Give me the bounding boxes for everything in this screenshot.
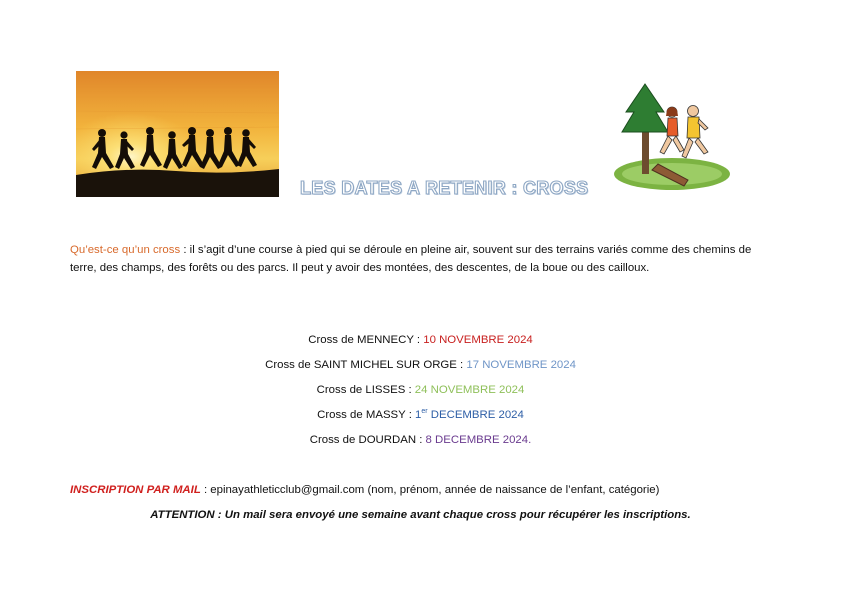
attention-note: ATTENTION : Un mail sera envoyé une semaine avant chaque cross pour récupérer les inscriptions.: [150, 509, 691, 521]
inscription-text: : epinayathleticclub@gmail.com (nom, prénom, année de naissance de l’enfant, catégorie): [200, 484, 660, 496]
sunset-runners-image: [76, 71, 279, 197]
inscription-line: [70, 484, 790, 496]
cross-item: [0, 409, 841, 421]
cross-name: Cross de SAINT MICHEL SUR ORGE :: [265, 359, 467, 371]
cross-name: Cross de LISSES :: [316, 384, 415, 396]
cross-name: Cross de MASSY :: [317, 409, 416, 421]
intro-lead: Qu’est-ce qu’un cross: [70, 244, 181, 256]
cross-date: 1er DECEMBRE 2024: [415, 408, 524, 421]
inscription-label: INSCRIPTION PAR MAIL: [70, 484, 201, 496]
cross-name: Cross de MENNECY :: [308, 334, 424, 346]
page-title: LES DATES A RETENIR : CROSS: [300, 178, 589, 198]
cross-date: 8 DECEMBRE 2024.: [425, 434, 532, 446]
cross-date: 17 NOVEMBRE 2024: [466, 359, 576, 371]
cross-name: Cross de DOURDAN :: [309, 434, 426, 446]
cross-date: 10 NOVEMBRE 2024: [423, 334, 533, 346]
intro-paragraph: [70, 241, 780, 277]
cross-date: 24 NOVEMBRE 2024: [414, 384, 525, 396]
cross-item: [0, 334, 841, 346]
cross-item: [0, 359, 841, 371]
intro-text: : il s’agit d’une course à pied qui se déroule en pleine air, souvent sur des terrains variés comme des chemins de terre, des champs, des forêts ou des parcs. Il peut y avoir des montées, des descentes, de la boue ou des cailloux.: [70, 244, 752, 274]
cross-item: [0, 384, 841, 396]
cross-item: [0, 434, 841, 446]
